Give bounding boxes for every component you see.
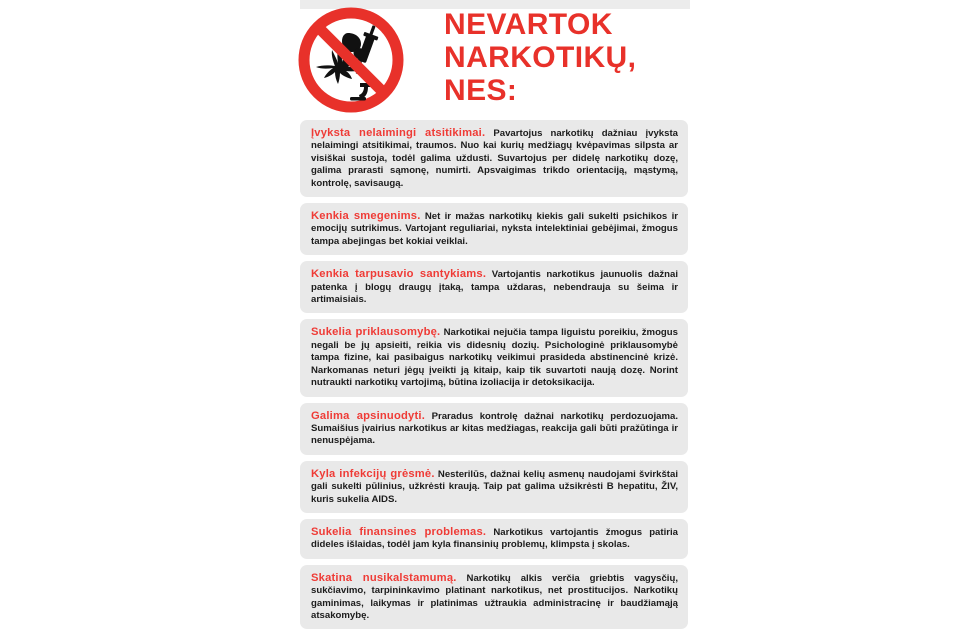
reason-lead: Sukelia finansines problemas. (311, 525, 487, 538)
reason-block-list (300, 120, 688, 635)
reason-lead: Kenkia smegenims. (311, 210, 421, 223)
poster-header (295, 4, 695, 116)
reason-lead: Sukelia priklausomybę. (311, 326, 441, 339)
reason-body: Narkotikus vartojantis žmogus patiria dideles išlaidas, todėl jam kyla finansinių problemų, klimpsta į skolas. (311, 526, 678, 551)
reason-lead: Kyla infekcijų grėsmė. (311, 467, 435, 480)
reason-block (300, 203, 688, 255)
reason-body: Net ir mažas narkotikų kiekis gali sukelti psichikos ir emocijų sutrikimus. Vartojant reguliariai, nyksta intelektiniai gebėjimai, žmogus tampa abejingas bet kokiai veiklai. (311, 211, 678, 247)
reason-body: Pavartojus narkotikų dažniau įvyksta nelaimingi atsitikimai, traumos. Nuo kai kurių medžiagų kvėpavimas silpsta ar visiškai sustoja, todėl galima uždusti. Suvartojus per didelę narkotikų dozę, galima prarasti sąmonę, numirti. Apsvaigimas trikdo orientaciją, mąstymą, kontrolę, savisaugą. (311, 128, 679, 189)
reason-block (300, 261, 688, 313)
reason-lead: Skatina nusikalstamumą. (311, 571, 457, 584)
no-drugs-prohibition-icon (298, 7, 404, 113)
poster-title (444, 8, 636, 107)
reason-block (300, 565, 688, 630)
reason-body: Narkotikai nejučia tampa liguistu poreikiu, žmogus negali be jų apsieiti, reikia vis didesnių dozių. Psichologinė priklausomybė tampa fizine, kai pasibaigus narkotikų veikimui prasideda abstinencinė krizė. Narkomanas neturi jėgų įveikti ją kitaip, kaip tik suvartoti naują dozę. Norint nutraukti narkotikų vartojimą, būtina izoliacija ir detoksikacija. (311, 327, 678, 389)
reason-body: Praradus kontrolę dažnai narkotikų perdozuojama. Sumaišius įvairius narkotikus ar kitas medžiagas, reakcija gali būti pražūtinga ir nenuspėjama. (311, 410, 678, 447)
title-line-3: NES: (444, 74, 518, 107)
reason-block (300, 461, 688, 513)
reason-block (300, 319, 688, 396)
reason-body: Vartojantis narkotikus jaunuolis dažnai patenka į blogų draugų įtaką, tampa uždaras, nebendrauja su šeima ir artimaisiais. (311, 269, 678, 306)
reason-lead: Galima apsinuodyti. (311, 409, 425, 422)
reason-block (300, 519, 688, 559)
reason-lead: Kenkia tarpusavio santykiams. (311, 268, 487, 281)
reason-block (300, 120, 688, 197)
reason-body: Nesterilūs, dažnai kelių asmenų naudojami švirkštai gali sukelti pūlinius, užkrėsti kraują. Taip pat galima užsikrėsti B hepatitu, ŽIV, kuris sukelia AIDS. (311, 468, 678, 505)
reason-lead: Įvyksta nelaimingi atsitikimai. (311, 127, 486, 139)
title-line-2: NARKOTIKŲ, (444, 41, 637, 74)
reason-body: Narkotikų alkis verčia griebtis vagysčių, sukčiavimo, tarpininkavimo platinant narkotikus, net prostitucijos. Narkotikų gaminimas, laikymas ir platinimas užtraukia administracinę ir baudžiamąją atsakomybę. (311, 572, 678, 621)
reason-block (300, 403, 688, 455)
title-line-1: NEVARTOK (444, 8, 613, 41)
